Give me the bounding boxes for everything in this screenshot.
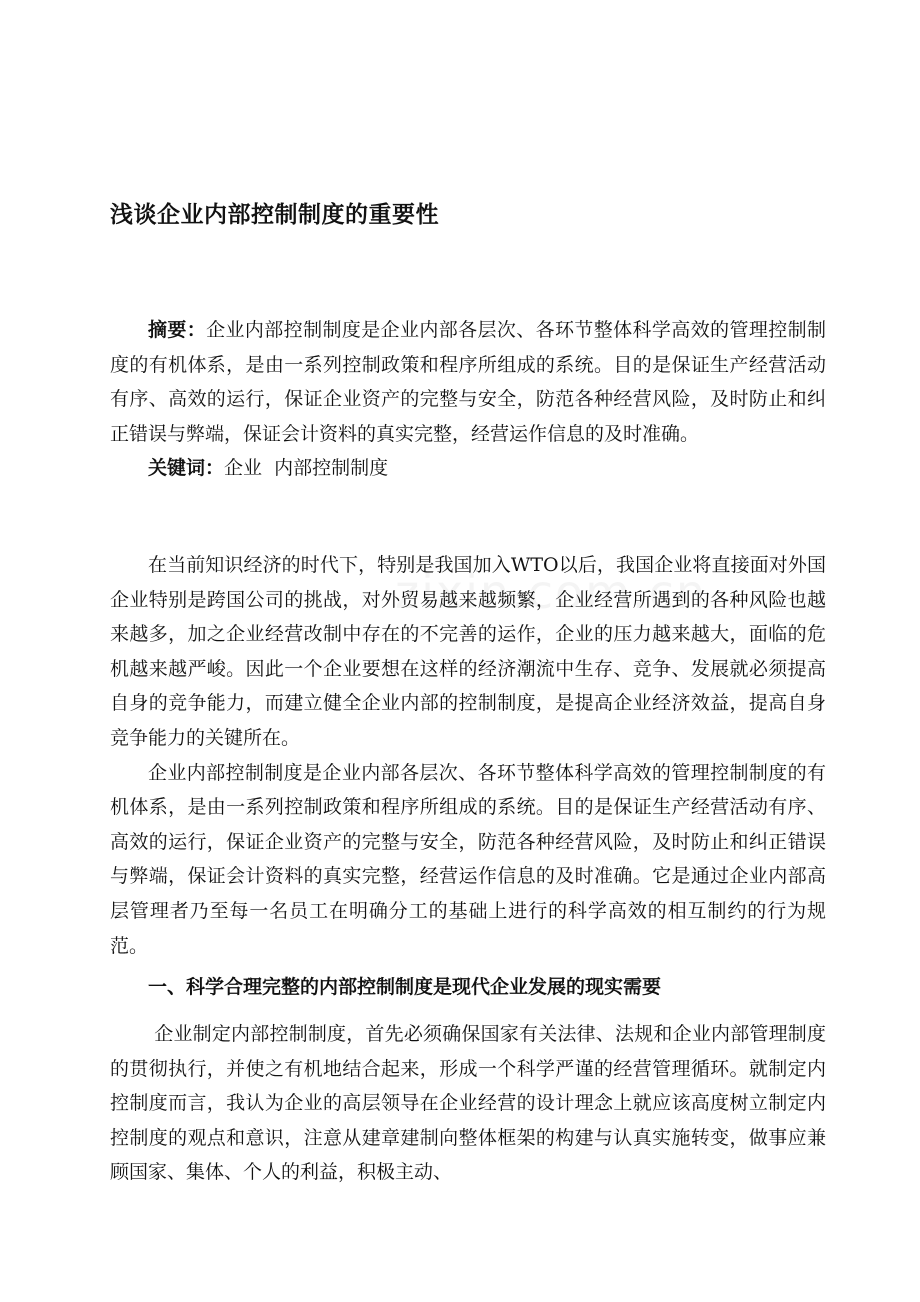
body-section — [110, 548, 826, 963]
body-paragraph-3: 企业制定内部控制制度，首先必须确保国家有关法律、法规和企业内部管理制度的贯彻执行，并使之有机地结合起来，形成一个科学严谨的经营管理循环。就制定内控制度而言，我认为企业的高层领导在企业经营的设计理念上就应该高度树立制定内控制度的观点和意识，注意从建章建制向整体框架的构建与认真实施转变，做事应兼顾国家、集体、个人的利益，积极主动、 — [110, 1023, 826, 1184]
body-paragraph-1: 在当前知识经济的时代下，特别是我国加入WTO以后，我国企业将直接面对外国企业特别是跨国公司的挑战，对外贸易越来越频繁，企业经营所遇到的各种风险也越来越多，加之企业经营改制中存在的不完善的运作，企业的压力越来越大，面临的危机越来越严峻。因此一个企业要想在这样的经济潮流中生存、竞争、发展就必须提高自身的竞争能力，而建立健全企业内部的控制制度，是提高企业经济效益，提高自身竞争能力的关键所在。 — [110, 554, 826, 749]
keywords-text: 企业 内部控制制度 — [224, 457, 389, 480]
section-1-body — [110, 1017, 826, 1190]
abstract-text: 企业内部控制制度是企业内部各层次、各环节整体科学高效的管理控制制度的有机体系，是由一系列控制政策和程序所组成的系统。目的是保证生产经营活动有序、高效的运行，保证企业资产的完整与安全，防范各种经营风险，及时防止和纠正错误与弊端，保证会计资料的真实完整，经营运作信息的及时准确。 — [110, 319, 826, 445]
section-1-heading: 一、科学合理完整的内部控制制度是现代企业发展的现实需要 — [148, 976, 662, 998]
abstract-paragraph — [110, 313, 826, 451]
abstract-label: 摘要： — [148, 319, 207, 341]
keywords-label: 关键词： — [148, 457, 225, 480]
body-paragraph-2: 企业内部控制制度是企业内部各层次、各环节整体科学高效的管理控制制度的有机体系，是由一系列控制政策和程序所组成的系统。目的是保证生产经营活动有序、高效的运行，保证企业资产的完整与安全，防范各种经营风险，及时防止和纠正错误与弊端，保证会计资料的真实完整，经营运作信息的及时准确。它是通过企业内部高层管理者乃至每一名员工在明确分工的基础上进行的科学高效的相互制约的行为规范。 — [110, 761, 826, 957]
section-1 — [110, 970, 826, 1004]
document-title: 浅谈企业内部控制制度的重要性 — [110, 202, 439, 228]
keywords-paragraph — [110, 451, 826, 486]
abstract-section — [110, 313, 826, 486]
